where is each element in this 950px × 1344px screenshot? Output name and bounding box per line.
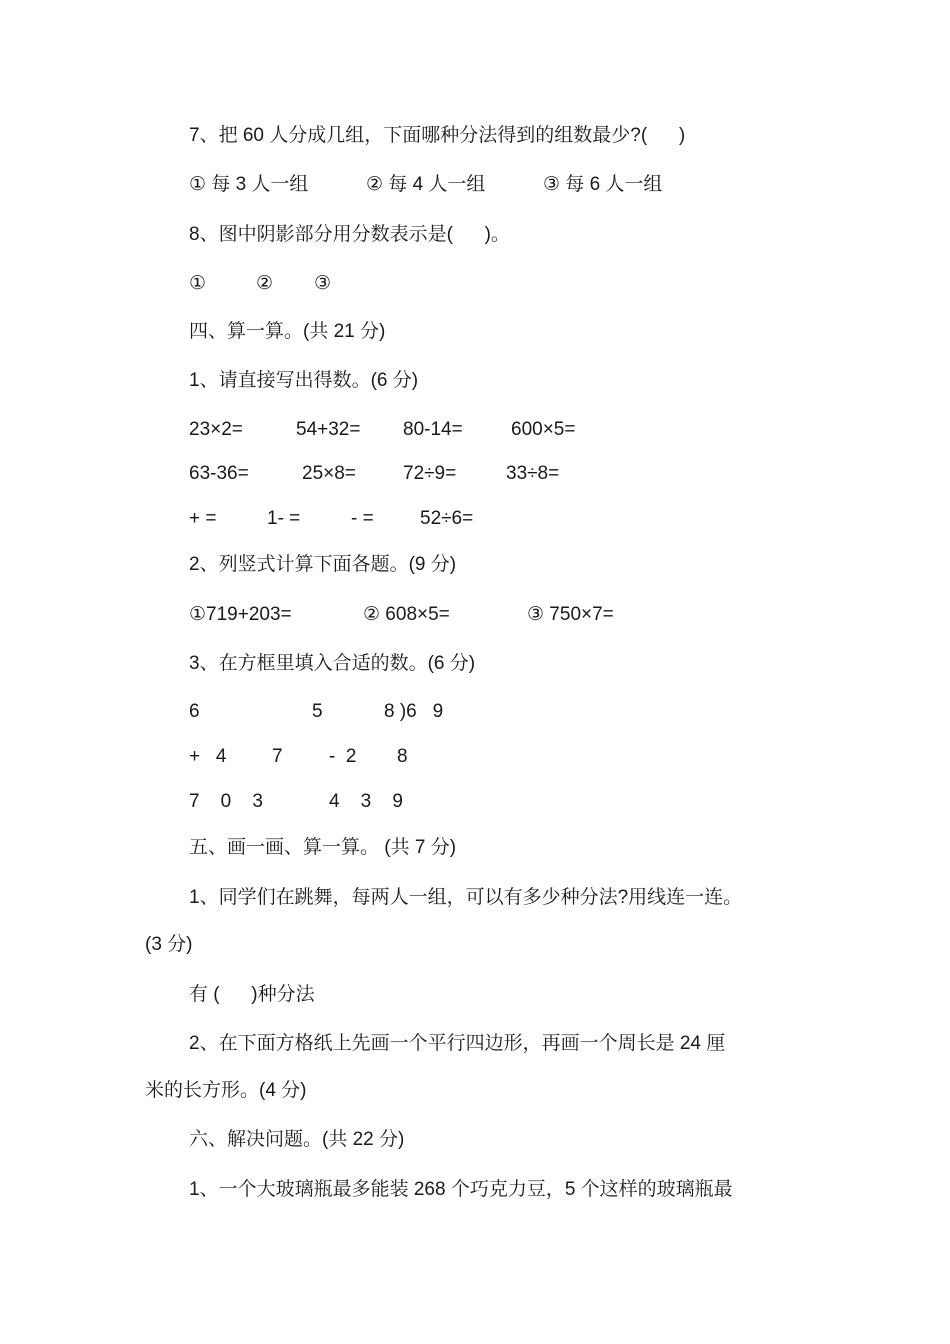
fill-box-item: 5 [312,701,323,722]
fill-box-item: 4 3 9 [329,791,403,812]
question-7-option-3: ③ 每 6 人一组 [543,174,663,195]
oral-calc-item: 63-36= [189,463,249,484]
section-5-q2-text: 2、在下面方格纸上先画一个平行四边形，再画一个周长是 24 厘 [189,1033,726,1054]
oral-calc-item: - = [351,508,374,529]
section-5-q1-score: (3 分) [145,934,193,955]
fill-box-item: 8 [397,746,408,767]
oral-calc-item: 1- = [267,508,301,529]
fill-box-item: 7 [272,746,283,767]
question-7-title: 7、把 60 人分成几组，下面哪种分法得到的组数最少?( ) [189,125,686,146]
section-6-q1-text: 1、一个大玻璃瓶最多能装 268 个巧克力豆，5 个这样的玻璃瓶最 [189,1179,733,1200]
vertical-calc-item: ①719+203= [189,604,292,625]
section-5-q2-text-cont: 米的长方形。(4 分) [145,1080,307,1101]
fill-box-item: + 4 [189,746,227,767]
question-7-option-1: ① 每 3 人一组 [189,174,309,195]
question-8-option-2: ② [256,273,274,294]
section-6-heading: 六、解决问题。(共 22 分) [189,1129,405,1150]
oral-calc-item: 80-14= [403,419,463,440]
oral-calc-item: 33÷8= [506,463,560,484]
question-8-option-1: ① [189,273,207,294]
question-8-option-3: ③ [314,273,332,294]
section-5-q1-text: 1、同学们在跳舞，每两人一组，可以有多少种分法?用线连一连。 [189,887,743,908]
oral-calc-item: 600×5= [511,419,576,440]
oral-calc-item: 52÷6= [420,508,474,529]
fill-box-item: - 2 [329,746,357,767]
oral-calc-item: + = [189,508,217,529]
oral-calc-item: 23×2= [189,419,243,440]
fill-box-item: 6 [189,701,200,722]
question-7-option-2: ② 每 4 人一组 [366,174,486,195]
vertical-calc-item: ③ 750×7= [527,604,614,625]
oral-calc-item: 25×8= [302,463,356,484]
oral-calc-item: 54+32= [296,419,361,440]
section-4-q1-title: 1、请直接写出得数。(6 分) [189,370,419,391]
section-5-q1-answer: 有 ( )种分法 [189,984,315,1005]
section-4-q3-title: 3、在方框里填入合适的数。(6 分) [189,653,476,674]
question-8-title: 8、图中阴影部分用分数表示是( )。 [189,224,510,245]
section-4-q2-title: 2、列竖式计算下面各题。(9 分) [189,554,457,575]
fill-box-item: 8 )6 9 [384,701,444,722]
oral-calc-item: 72÷9= [403,463,457,484]
section-5-heading: 五、画一画、算一算。 (共 7 分) [189,837,457,858]
vertical-calc-item: ② 608×5= [363,604,450,625]
section-4-heading: 四、算一算。(共 21 分) [189,321,386,342]
fill-box-item: 7 0 3 [189,791,263,812]
